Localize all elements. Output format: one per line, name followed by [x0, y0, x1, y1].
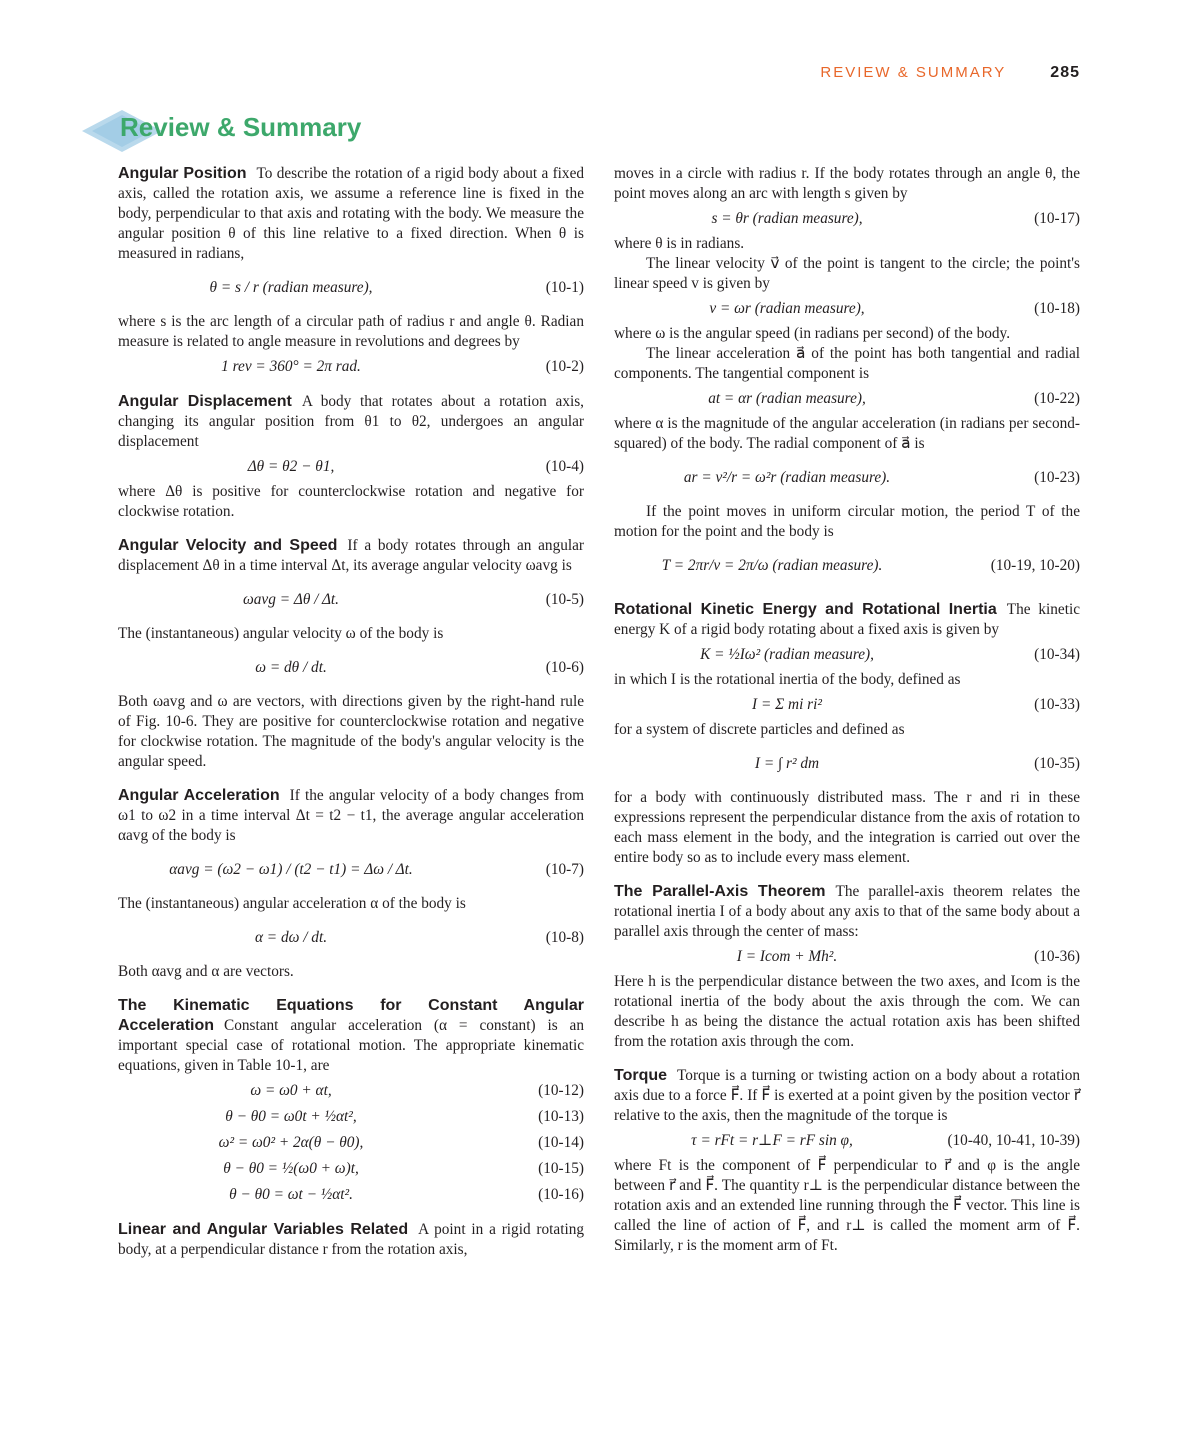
equation-number: (10-35) [1034, 755, 1080, 772]
equation-number: (10-19, 10-20) [990, 557, 1080, 574]
section-angular-displacement [118, 392, 584, 522]
equation [614, 208, 1080, 230]
heading-angular-displacement: Angular Displacement [118, 393, 292, 410]
heading-parallel-axis: The Parallel-Axis Theorem [614, 883, 826, 900]
equation-expression: 1 rev = 360° = 2π rad. [221, 358, 361, 375]
paragraph: where s is the arc length of a circular path of radius r and angle θ. Radian measure is related to angle measure in revolutions and degrees by [118, 313, 584, 350]
equation-number: (10-1) [545, 279, 584, 296]
equation [118, 580, 584, 620]
equation-number: (10-33) [1034, 696, 1080, 713]
equation-expression: K = ½Iω² (radian measure), [700, 646, 874, 663]
equation-number: (10-8) [545, 929, 584, 946]
equation-number: (10-23) [1034, 469, 1080, 486]
paragraph: A point in a rigid rotating body, at a perpendicular distance r from the rotation axis, [118, 1221, 584, 1258]
equation-expression: Δθ = θ2 − θ1, [247, 458, 335, 475]
heading-angular-velocity: Angular Velocity and Speed [118, 537, 338, 554]
section-rotational-kinetic-energy [614, 600, 1080, 868]
equation [118, 850, 584, 890]
equation-number: (10-2) [545, 358, 584, 375]
equation-expression: ω² = ω0² + 2α(θ − θ0), [218, 1134, 364, 1151]
equation-expression: s = θr (radian measure), [711, 210, 863, 227]
equation-expression: v = ωr (radian measure), [709, 300, 865, 317]
paragraph: The linear acceleration a⃗ of the point has both tangential and radial components. The tangential component is [614, 345, 1080, 382]
paragraph: The (instantaneous) angular velocity ω of the body is [118, 625, 444, 642]
equation [118, 1184, 584, 1206]
equation-expression: τ = rFt = r⊥F = rF sin φ, [691, 1132, 853, 1149]
equation [614, 694, 1080, 716]
equation [614, 946, 1080, 968]
equation [614, 458, 1080, 498]
paragraph: Both αavg and α are vectors. [118, 963, 294, 980]
equation-expression: T = 2πr/v = 2π/ω (radian measure). [661, 557, 883, 574]
page-title: Review & Summary [120, 112, 362, 142]
paragraph: Constant angular acceleration (α = constant) is an important special case of rotational motion. The appropriate kinematic equations, given in Table 10-1, are [118, 1017, 584, 1074]
paragraph: where α is the magnitude of the angular acceleration (in radians per second-squared) of the body. The radial component of a⃗ is [614, 415, 1080, 452]
heading-rotational-kinetic-energy: Rotational Kinetic Energy and Rotational Inertia [614, 601, 997, 618]
paragraph: The linear velocity v⃗ of the point is tangent to the circle; the point's linear speed v is given by [614, 255, 1080, 292]
paragraph: where ω is the angular speed (in radians per second) of the body. [614, 325, 1011, 342]
heading-angular-position: Angular Position [118, 165, 247, 182]
section-linear-angular [118, 1220, 584, 1260]
paragraph: where Δθ is positive for counterclockwise rotation and negative for clockwise rotation. [118, 483, 584, 520]
section-linear-angular-continued [614, 164, 1080, 586]
equation [118, 1106, 584, 1128]
page-number: 285 [1050, 64, 1080, 81]
equation-expression: at = αr (radian measure), [708, 390, 866, 407]
heading-linear-angular: Linear and Angular Variables Related [118, 1221, 409, 1238]
paragraph: for a body with continuously distributed mass. The r and ri in these expressions represent the perpendicular distance from the axis of rotation to each mass element in the body, and the integration is carried out over the entire body so as to include every mass element. [614, 789, 1080, 866]
paragraph: where Ft is the component of F⃗ perpendicular to r⃗ and φ is the angle between r⃗ and F⃗. The quantity r⊥ is the perpendicular distance between the rotation axis and an extended line running through the F⃗ vector. This line is called the line of action of F⃗, and r⊥ is called the moment arm of F⃗. Similarly, r is the moment arm of Ft. [614, 1157, 1080, 1254]
equation-expression: I = Icom + Mh². [736, 948, 838, 965]
equation-expression: I = ∫ r² dm [754, 755, 820, 772]
equation-number: (10-5) [545, 591, 584, 608]
equation-number: (10-6) [545, 659, 584, 676]
equation [614, 644, 1080, 666]
equation-number: (10-22) [1034, 390, 1080, 407]
paragraph: where θ is in radians. [614, 235, 745, 252]
equation [118, 1132, 584, 1154]
equation [614, 388, 1080, 410]
equation-expression: I = Σ mi ri² [752, 696, 822, 713]
section-angular-acceleration [118, 786, 584, 982]
paragraph: Both ωavg and ω are vectors, with directions given by the right-hand rule of Fig. 10-6. They are positive for counterclockwise rotation and negative for clockwise rotation. The magnitude of the body's angular velocity is the angular speed. [118, 693, 584, 770]
equation-expression: ω = dθ / dt. [255, 659, 327, 676]
equation-expression: ωavg = Δθ / Δt. [242, 591, 340, 608]
equation-number: (10-12) [538, 1082, 584, 1099]
paragraph: for a system of discrete particles and defined as [614, 721, 905, 738]
section-angular-position [118, 164, 584, 378]
equation-expression: θ = s / r (radian measure), [209, 279, 373, 296]
equation [118, 1080, 584, 1102]
heading-angular-acceleration: Angular Acceleration [118, 787, 280, 804]
equation-number: (10-16) [538, 1186, 584, 1203]
equation-number: (10-14) [538, 1134, 584, 1151]
paragraph: Here h is the perpendicular distance between the two axes, and Icom is the rotational inertia of the body about the axis through the com. We can describe h as being the distance the actual rotation axis has been shifted from the rotation axis through the com. [614, 973, 1080, 1050]
equation-number: (10-7) [545, 861, 584, 878]
paragraph: The kinetic energy K of a rigid body rotating about a fixed axis is given by [614, 601, 1080, 638]
equation-expression: ar = v²/r = ω²r (radian measure). [683, 469, 891, 486]
equation [614, 744, 1080, 784]
paragraph: To describe the rotation of a rigid body about a fixed axis, called the rotation axis, we assume a reference line is fixed in the body, perpendicular to that axis and rotating with the body. We measure the angular position θ of this line relative to a fixed direction. When θ is measured in radians, [118, 165, 585, 262]
equation-expression: αavg = (ω2 − ω1) / (t2 − t1) = Δω / Δt. [169, 861, 413, 878]
heading-torque: Torque [614, 1067, 668, 1084]
paragraph: If the angular velocity of a body changes from ω1 to ω2 in a time interval Δt = t2 − t1, the average angular acceleration αavg of the body is [118, 787, 584, 844]
equation [614, 1130, 1080, 1152]
equation-expression: ω = ω0 + αt, [250, 1082, 332, 1099]
equation-expression: α = dω / dt. [254, 929, 328, 946]
equation [118, 1158, 584, 1180]
heading-kinematic-equations: The Kinematic Equations for Constant Angular Acceleration [118, 997, 584, 1034]
paragraph: The (instantaneous) angular acceleration α of the body is [118, 895, 466, 912]
running-head: REVIEW & SUMMARY [820, 64, 1007, 81]
equation [614, 298, 1080, 320]
equation-number: (10-17) [1034, 210, 1080, 227]
section-kinematic-equations [118, 996, 584, 1206]
equation [118, 356, 584, 378]
paragraph: moves in a circle with radius r. If the body rotates through an angle θ, the point moves along an arc with length s given by [614, 165, 1080, 202]
paragraph: in which I is the rotational inertia of the body, defined as [614, 671, 961, 688]
equation-number: (10-4) [545, 458, 584, 475]
equation-number: (10-34) [1034, 646, 1080, 663]
paragraph: Torque is a turning or twisting action on a body about a rotation axis due to a force F⃗. If F⃗ is exerted at a point given by the position vector r⃗ relative to the axis, then the magnitude of the torque is [614, 1067, 1080, 1124]
equation-number: (10-15) [538, 1160, 584, 1177]
page-header [0, 64, 1080, 82]
paragraph: If a body rotates through an angular displacement Δθ in a time interval Δt, its average angular velocity ωavg is [118, 537, 585, 574]
section-angular-velocity [118, 536, 584, 772]
paragraph: The parallel-axis theorem relates the rotational inertia I of a body about any axis to that of the same body about a parallel axis through the center of mass: [614, 883, 1080, 940]
equation [118, 456, 584, 478]
right-column [614, 164, 1080, 1256]
equation [614, 546, 1080, 586]
paragraph: If the point moves in uniform circular motion, the period T of the motion for the point and the body is [614, 503, 1080, 540]
equation-expression: θ − θ0 = ωt − ½αt². [229, 1186, 353, 1203]
paragraph: A body that rotates about a rotation axis, changing its angular position from θ1 to θ2, undergoes an angular displacement [118, 393, 584, 450]
equation [118, 918, 584, 958]
equation-number: (10-40, 10-41, 10-39) [947, 1132, 1080, 1149]
equation [118, 648, 584, 688]
equation-number: (10-13) [538, 1108, 584, 1125]
equation-number: (10-36) [1034, 948, 1080, 965]
equation-number: (10-18) [1034, 300, 1080, 317]
section-torque [614, 1066, 1080, 1256]
equation-expression: θ − θ0 = ω0t + ½αt², [225, 1108, 357, 1125]
section-parallel-axis [614, 882, 1080, 1052]
equation [118, 268, 584, 308]
equation-expression: θ − θ0 = ½(ω0 + ω)t, [223, 1160, 359, 1177]
left-column [118, 164, 584, 1260]
